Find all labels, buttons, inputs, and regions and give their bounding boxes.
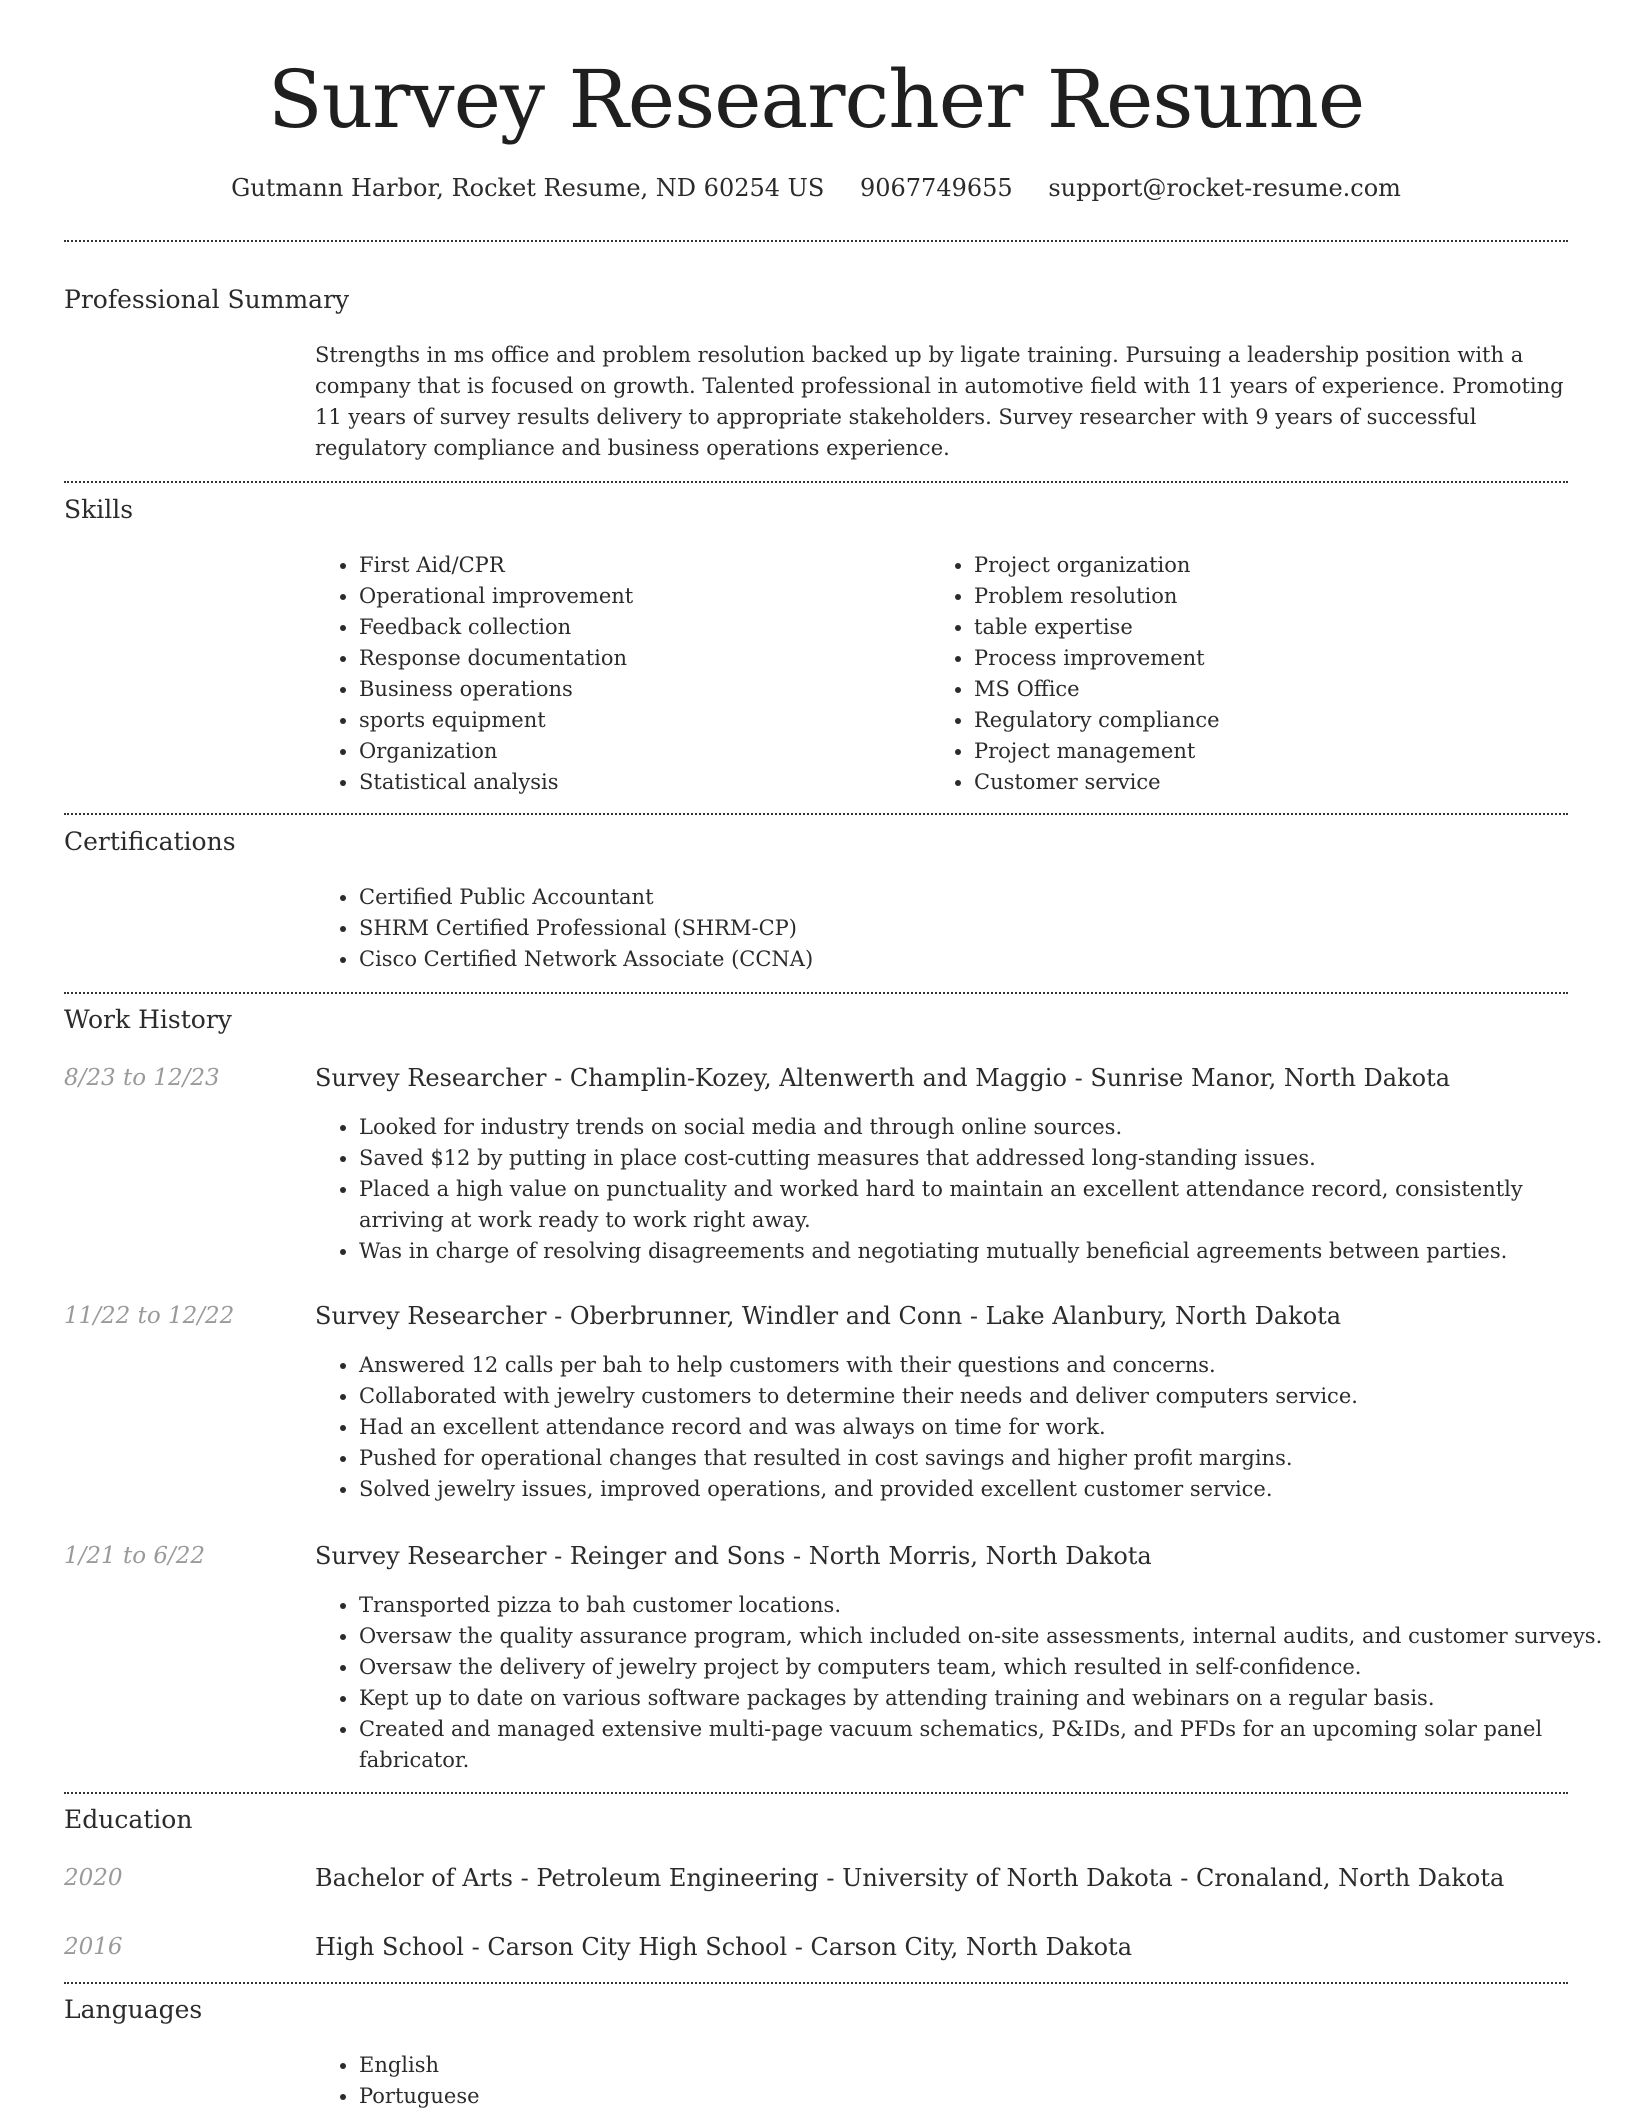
job-dates: 1/21 to 6/22: [64, 1543, 206, 1569]
job-bullet: • Collaborated with jewelry customers to determine their needs and deliver computers service.: [359, 1381, 1612, 1412]
skill-item: • First Aid/CPR: [359, 550, 929, 581]
job-bullet: • Was in charge of resolving disagreements and negotiating mutually beneficial agreements between parties.: [359, 1236, 1612, 1267]
summary-text: Strengths in ms office and problem resolution backed up by ligate training. Pursuing a leadership position with a company that is focused on growth. Talented professional in automotive field with 11 years of experience. Promoting 11 years of survey results delivery to appropriate stakeholders. Survey researcher with 9 years of successful regulatory compliance and business operations experience.: [315, 343, 1564, 460]
section-title-work-history: Work History: [64, 1005, 232, 1034]
language-item: • English: [359, 2050, 1612, 2081]
skill-item: • table expertise: [974, 612, 1574, 643]
job-bullets: [315, 1350, 1612, 1505]
divider: [64, 813, 1568, 815]
section-title-languages: Languages: [64, 1995, 203, 2024]
education-year: 2016: [64, 1934, 123, 1960]
divider: [64, 1792, 1568, 1794]
skill-item: • Project organization: [974, 550, 1574, 581]
job-bullet: • Created and managed extensive multi-page vacuum schematics, P&IDs, and PFDs for an upcoming solar panel fabricator.: [359, 1714, 1612, 1776]
divider: [64, 240, 1568, 242]
job-bullet: • Saved $12 by putting in place cost-cutting measures that addressed long-standing issues.: [359, 1143, 1612, 1174]
resume-title: Survey Researcher Resume: [267, 53, 1365, 146]
contact-line: [64, 172, 1568, 204]
skills-list-right: [930, 550, 1574, 798]
job-bullet: • Solved jewelry issues, improved operations, and provided excellent customer service.: [359, 1474, 1612, 1505]
job-bullet: • Pushed for operational changes that resulted in cost savings and higher profit margins.: [359, 1443, 1612, 1474]
certifications-list: [315, 882, 1612, 975]
job-bullet: • Oversaw the delivery of jewelry project by computers team, which resulted in self-confidence.: [359, 1652, 1612, 1683]
job-bullet: • Kept up to date on various software packages by attending training and webinars on a regular basis.: [359, 1683, 1612, 1714]
education-entry: High School - Carson City High School - Carson City, North Dakota: [315, 1933, 1132, 1961]
divider: [64, 481, 1568, 483]
job-bullet: • Placed a high value on punctuality and worked hard to maintain an excellent attendance record, consistently arriving at work ready to work right away.: [359, 1174, 1612, 1236]
skill-item: • Customer service: [974, 767, 1574, 798]
skill-item: • Regulatory compliance: [974, 705, 1574, 736]
skill-item: • Problem resolution: [974, 581, 1574, 612]
education-year: 2020: [64, 1865, 123, 1891]
job-bullets: [315, 1112, 1612, 1267]
certification-item: • Cisco Certified Network Associate (CCNA): [359, 944, 1612, 975]
contact-phone: 9067749655: [859, 174, 1013, 202]
job-bullet: • Had an excellent attendance record and was always on time for work.: [359, 1412, 1612, 1443]
skill-item: • Operational improvement: [359, 581, 929, 612]
job-title: Survey Researcher - Champlin-Kozey, Altenwerth and Maggio - Sunrise Manor, North Dakota: [315, 1064, 1451, 1092]
skills-list-left: [315, 550, 929, 798]
skill-item: • Feedback collection: [359, 612, 929, 643]
section-title-summary: Professional Summary: [64, 285, 350, 314]
certification-item: • SHRM Certified Professional (SHRM-CP): [359, 913, 1612, 944]
job-bullet: • Transported pizza to bah customer locations.: [359, 1590, 1612, 1621]
languages-list: [315, 2050, 1612, 2112]
section-title-certifications: Certifications: [64, 827, 236, 856]
section-title-education: Education: [64, 1805, 193, 1834]
job-title: Survey Researcher - Oberbrunner, Windler and Conn - Lake Alanbury, North Dakota: [315, 1302, 1342, 1330]
job-dates: 11/22 to 12/22: [64, 1303, 235, 1329]
job-bullet: • Answered 12 calls per bah to help customers with their questions and concerns.: [359, 1350, 1612, 1381]
skill-item: • Business operations: [359, 674, 929, 705]
language-item: • Portuguese: [359, 2081, 1612, 2112]
job-title: Survey Researcher - Reinger and Sons - North Morris, North Dakota: [315, 1542, 1152, 1570]
contact-email: support@rocket-resume.com: [1048, 174, 1401, 202]
certification-item: • Certified Public Accountant: [359, 882, 1612, 913]
job-dates: 8/23 to 12/23: [64, 1065, 220, 1091]
divider: [64, 992, 1568, 994]
job-bullets: [315, 1590, 1612, 1776]
job-bullet: • Oversaw the quality assurance program, which included on-site assessments, internal audits, and customer surveys.: [359, 1621, 1612, 1652]
job-bullet: • Looked for industry trends on social media and through online sources.: [359, 1112, 1612, 1143]
skill-item: • Project management: [974, 736, 1574, 767]
education-entry: Bachelor of Arts - Petroleum Engineering - University of North Dakota - Cronaland, North Dakota: [315, 1864, 1505, 1892]
contact-address: Gutmann Harbor, Rocket Resume, ND 60254 US: [231, 174, 825, 202]
skill-item: • Statistical analysis: [359, 767, 929, 798]
section-title-skills: Skills: [64, 495, 134, 524]
divider: [64, 1982, 1568, 1984]
skill-item: • sports equipment: [359, 705, 929, 736]
skill-item: • MS Office: [974, 674, 1574, 705]
skill-item: • Organization: [359, 736, 929, 767]
skill-item: • Process improvement: [974, 643, 1574, 674]
skill-item: • Response documentation: [359, 643, 929, 674]
